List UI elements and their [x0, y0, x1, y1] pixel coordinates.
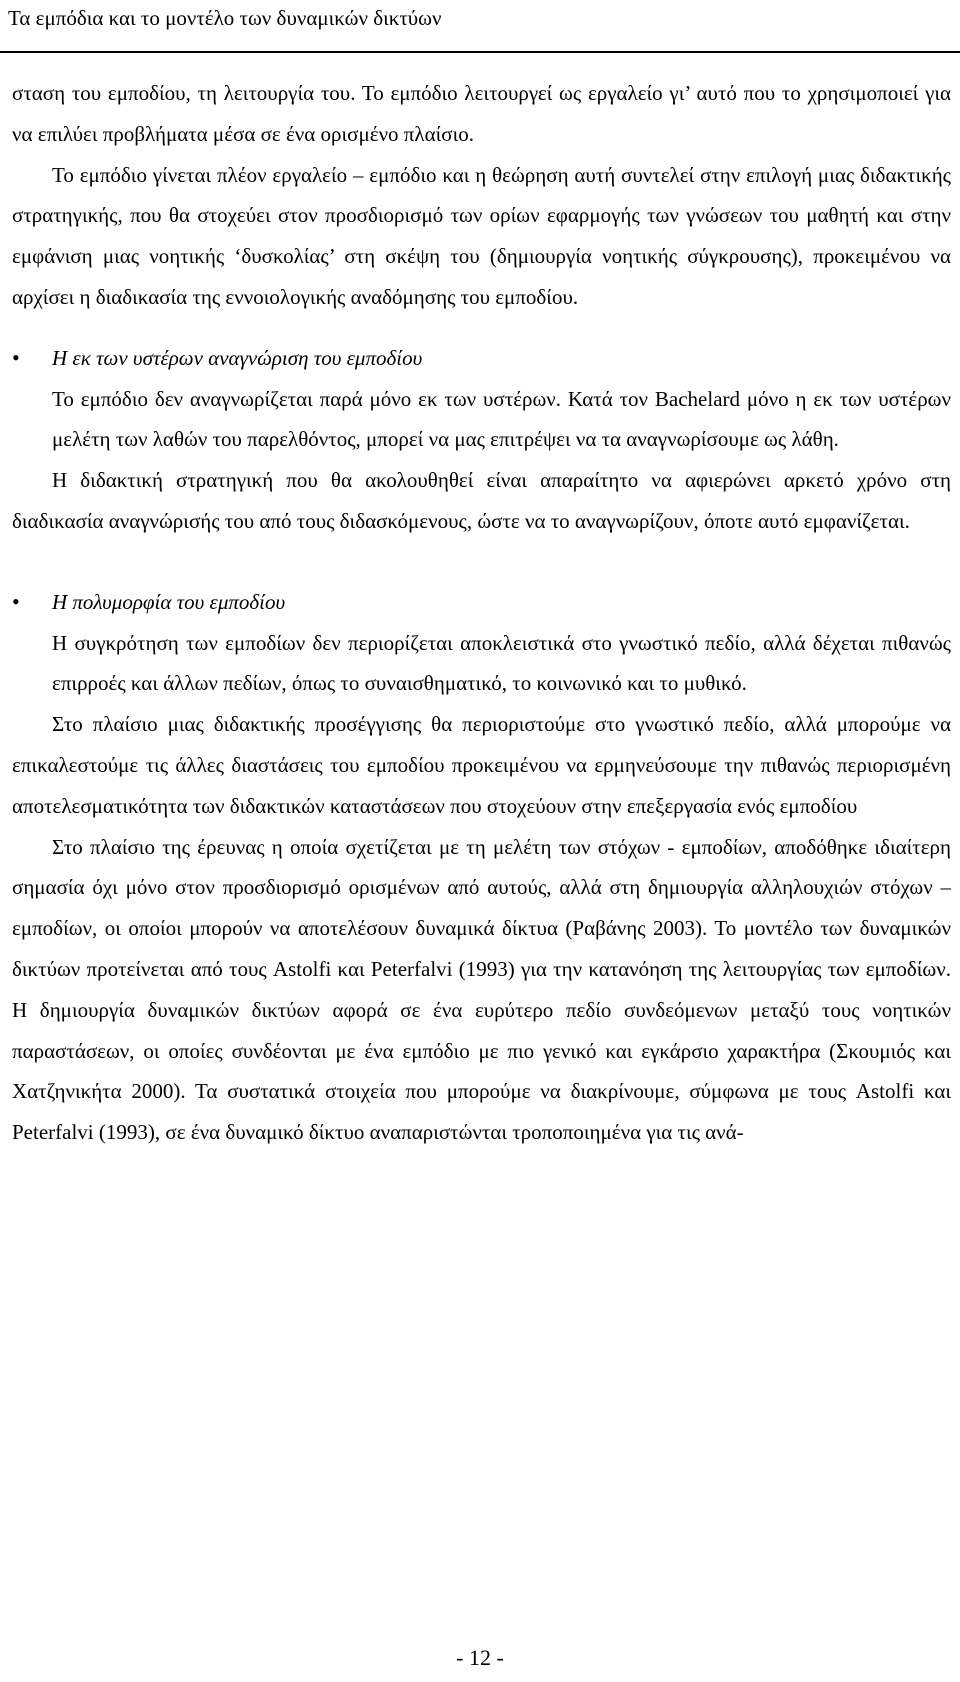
bullet-icon: • — [12, 588, 20, 614]
paragraph: Στο πλαίσιο μιας διδακτικής προσέγγισης θα περιοριστούμε στο γνωστικό πεδίο, αλλά μπορούμε να επικαλεστούμε τις άλλες διαστάσεις του εμποδίου προκειμένου να ερμηνεύσουμε την πιθανώς περιορισμένη αποτελεσματικότητα των διδακτικών καταστάσεων που στοχεύουν στην επεξεργασία ενός εμποδίου — [12, 712, 951, 818]
paragraph: Το εμπόδιο δεν αναγνωρίζεται παρά μόνο εκ των υστέρων. Κατά τον Bachelard μόνο η εκ των υστέρων μελέτη των λαθών του παρελθόντος, μπορεί να μας επιτρέψει να τα αναγνωρίσουμε ως λάθη. — [52, 386, 951, 452]
section-body — [12, 623, 951, 705]
paragraph: Το εμπόδιο γίνεται πλέον εργαλείο – εμπόδιο και η θεώρηση αυτή συντελεί στην επιλογή μιας διδακτικής στρατηγικής, που θα στοχεύει στον προσδιορισμό των ορίων εφαρμογής των γνώσεων του μαθητή και στην εμφάνιση μιας νοητικής ‘δυσκολίας’ στη σκέψη του (δημιουργία νοητικής σύγκρουσης), προκειμένου να αρχίσει η διαδικασία της εννοιολογικής αναδόμησης του εμποδίου. — [12, 162, 951, 309]
section-heading-polymorphism — [12, 582, 951, 623]
running-header: Τα εμπόδια και το μοντέλο των δυναμικών δικτύων — [8, 6, 442, 30]
paragraph: σταση του εμποδίου, τη λειτουργία του. Το εμπόδιο λειτουργεί ως εργαλείο γι’ αυτό που το χρησιμοποιεί για να επιλύει προβλήματα μέσα σε ένα ορισμένο πλαίσιο. — [12, 81, 951, 146]
paragraph: Στο πλαίσιο της έρευνας η οποία σχετίζεται με τη μελέτη των στόχων - εμποδίων, αποδόθηκε ιδιαίτερη σημασία όχι μόνο στον προσδιορισμό ορισμένων από αυτούς, αλλά στη δημιουργία αλληλουχιών στόχων – εμποδίων, οι οποίοι μπορούν να αποτελέσουν δυναμικά δίκτυα (Ραβάνης 2003). Το μοντέλο των δυναμικών δικτύων προτείνεται από τους Astolfi και Peterfalvi (1993) για την κατανόηση της λειτουργίας των εμποδίων. Η δημιουργία δυναμικών δικτύων αφορά σε ένα ευρύτερο πεδίο συνδεόμενων μεταξύ τους νοητικών παραστάσεων, οι οποίες συνδέονται με ένα εμπόδιο με πιο γενικό και εγκάρσιο χαρακτήρα (Σκουμιός και Χατζηνικήτα 2000). Τα συστατικά στοιχεία που μπορούμε να διακρίνουμε, σύμφωνα με τους Astolfi και Peterfalvi (1993), σε ένα δυναμικό δίκτυο αναπαριστώνται τροποποιημένα για τις ανά- — [12, 834, 951, 1145]
spacer — [12, 318, 951, 338]
page-number: - 12 - — [456, 1645, 504, 1670]
section-body — [12, 379, 951, 461]
section-heading-text: Η πολυμορφία του εμποδίου — [52, 589, 286, 614]
bullet-icon: • — [12, 344, 20, 370]
section-heading-retrospective-recognition — [12, 338, 951, 379]
paragraph: Η διδακτική στρατηγική που θα ακολουθηθεί είναι απαραίτητο να αφιερώνει αρκετό χρόνο στη διαδικασία αναγνώρισής του από τους διδασκόμενους, ώστε να το αναγνωρίζουν, όποτε αυτό εμφανίζεται. — [12, 468, 951, 533]
section-heading-text: Η εκ των υστέρων αναγνώριση του εμποδίου — [52, 345, 423, 370]
document-body — [12, 73, 951, 1153]
spacer — [12, 542, 951, 582]
header-divider — [0, 51, 960, 53]
paragraph: Η συγκρότηση των εμποδίων δεν περιορίζεται αποκλειστικά στο γνωστικό πεδίο, αλλά δέχεται πιθανώς επιρροές και άλλων πεδίων, όπως το συναισθηματικό, το κοινωνικό και το μυθικό. — [52, 630, 951, 696]
